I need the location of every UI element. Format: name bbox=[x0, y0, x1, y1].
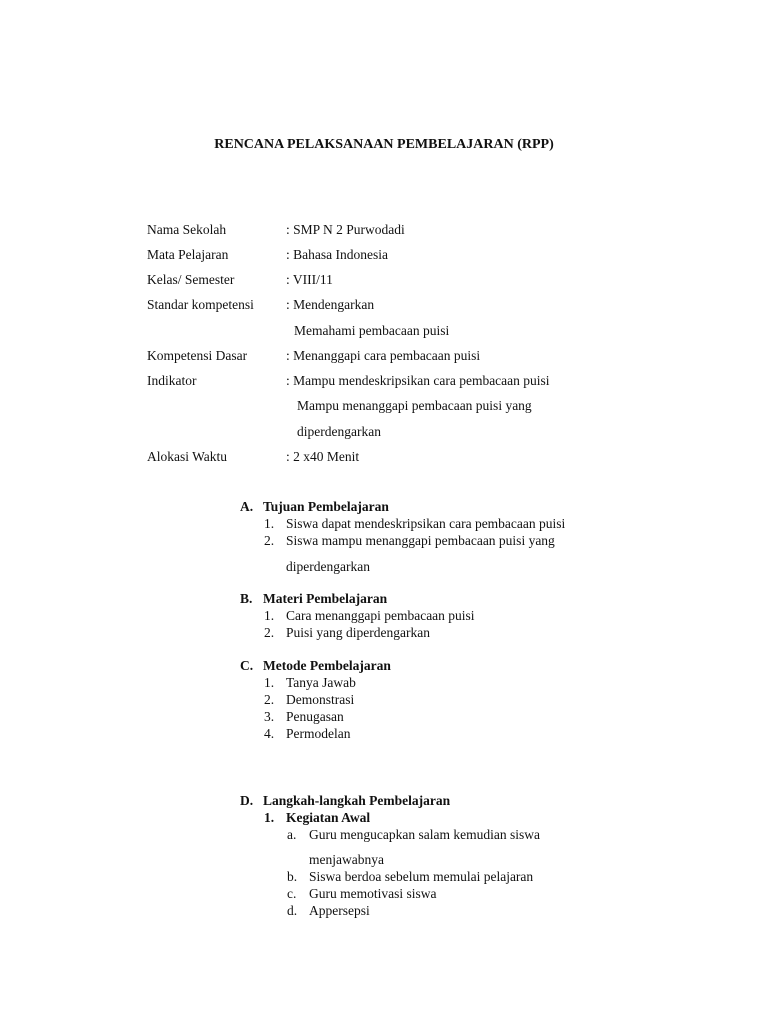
list-text: Demonstrasi bbox=[286, 692, 355, 707]
list-letter: c. bbox=[287, 886, 297, 901]
identity-label: Kompetensi Dasar bbox=[147, 348, 248, 363]
identity-value: : Mampu mendeskripsikan cara pembacaan puisi bbox=[286, 373, 550, 388]
list-number: 1. bbox=[264, 516, 275, 531]
identity-value: : Bahasa Indonesia bbox=[286, 247, 388, 262]
list-number: 2. bbox=[264, 625, 275, 640]
identity-value: : SMP N 2 Purwodadi bbox=[286, 222, 405, 237]
section-letter: C. bbox=[240, 658, 254, 673]
identity-row-nama-sekolah bbox=[147, 222, 707, 242]
identity-label: Standar kompetensi bbox=[147, 297, 254, 312]
list-text: Tanya Jawab bbox=[286, 675, 356, 690]
identity-row-standar-kompetensi bbox=[147, 297, 707, 317]
identity-label: Alokasi Waktu bbox=[147, 449, 228, 464]
list-number: 3. bbox=[264, 709, 275, 724]
identity-value: : 2 x40 Menit bbox=[286, 449, 360, 464]
identity-continuation: diperdengarkan bbox=[297, 424, 381, 439]
list-continuation: diperdengarkan bbox=[286, 559, 370, 574]
identity-row-indikator bbox=[147, 373, 707, 393]
section-letter: D. bbox=[240, 793, 254, 808]
subsection-title: Kegiatan Awal bbox=[286, 810, 371, 825]
list-number: 4. bbox=[264, 726, 275, 741]
identity-continuation: Memahami pembacaan puisi bbox=[294, 323, 450, 338]
identity-row-mata-pelajaran bbox=[147, 247, 707, 267]
section-title: Metode Pembelajaran bbox=[263, 658, 391, 673]
subsection-heading-kegiatan-awal bbox=[264, 810, 370, 826]
section-letter: A. bbox=[240, 499, 254, 514]
section-title: Tujuan Pembelajaran bbox=[263, 499, 389, 514]
identity-label: Mata Pelajaran bbox=[147, 247, 229, 262]
list-text: Permodelan bbox=[286, 726, 351, 741]
section-heading-metode bbox=[240, 658, 391, 674]
subsection-number: 1. bbox=[264, 810, 275, 825]
identity-row-kompetensi-dasar bbox=[147, 348, 707, 368]
list-text: Siswa dapat mendeskripsikan cara pembacaan puisi bbox=[286, 516, 566, 531]
list-text: Penugasan bbox=[286, 709, 344, 724]
list-text: Guru mengucapkan salam kemudian siswa bbox=[309, 827, 540, 842]
list-text: Guru memotivasi siswa bbox=[309, 886, 437, 901]
identity-row-alokasi-waktu bbox=[147, 449, 707, 469]
list-letter: a. bbox=[287, 827, 297, 842]
list-text: Cara menanggapi pembacaan puisi bbox=[286, 608, 475, 623]
section-heading-tujuan bbox=[240, 499, 389, 515]
list-text: Siswa mampu menanggapi pembacaan puisi yang bbox=[286, 533, 555, 548]
list-letter: b. bbox=[287, 869, 298, 884]
identity-row-kelas-semester bbox=[147, 272, 707, 292]
section-title: Langkah-langkah Pembelajaran bbox=[263, 793, 451, 808]
identity-label: Indikator bbox=[147, 373, 197, 388]
section-letter: B. bbox=[240, 591, 253, 606]
document-title: RENCANA PELAKSANAAN PEMBELAJARAN (RPP) bbox=[214, 137, 554, 152]
list-number: 2. bbox=[264, 533, 275, 548]
list-letter: d. bbox=[287, 903, 298, 918]
identity-label: Nama Sekolah bbox=[147, 222, 227, 237]
list-continuation: menjawabnya bbox=[309, 852, 384, 867]
list-number: 1. bbox=[264, 608, 275, 623]
section-title: Materi Pembelajaran bbox=[263, 591, 388, 606]
list-number: 2. bbox=[264, 692, 275, 707]
section-heading-langkah bbox=[240, 793, 450, 809]
list-number: 1. bbox=[264, 675, 275, 690]
identity-value: : VIII/11 bbox=[286, 272, 333, 287]
identity-value: : Mendengarkan bbox=[286, 297, 375, 312]
section-heading-materi bbox=[240, 591, 387, 607]
identity-value: : Menanggapi cara pembacaan puisi bbox=[286, 348, 481, 363]
identity-continuation: Mampu menanggapi pembacaan puisi yang bbox=[297, 398, 532, 413]
list-text: Appersepsi bbox=[309, 903, 370, 918]
identity-label: Kelas/ Semester bbox=[147, 272, 235, 287]
list-text: Puisi yang diperdengarkan bbox=[286, 625, 430, 640]
list-text: Siswa berdoa sebelum memulai pelajaran bbox=[309, 869, 534, 884]
